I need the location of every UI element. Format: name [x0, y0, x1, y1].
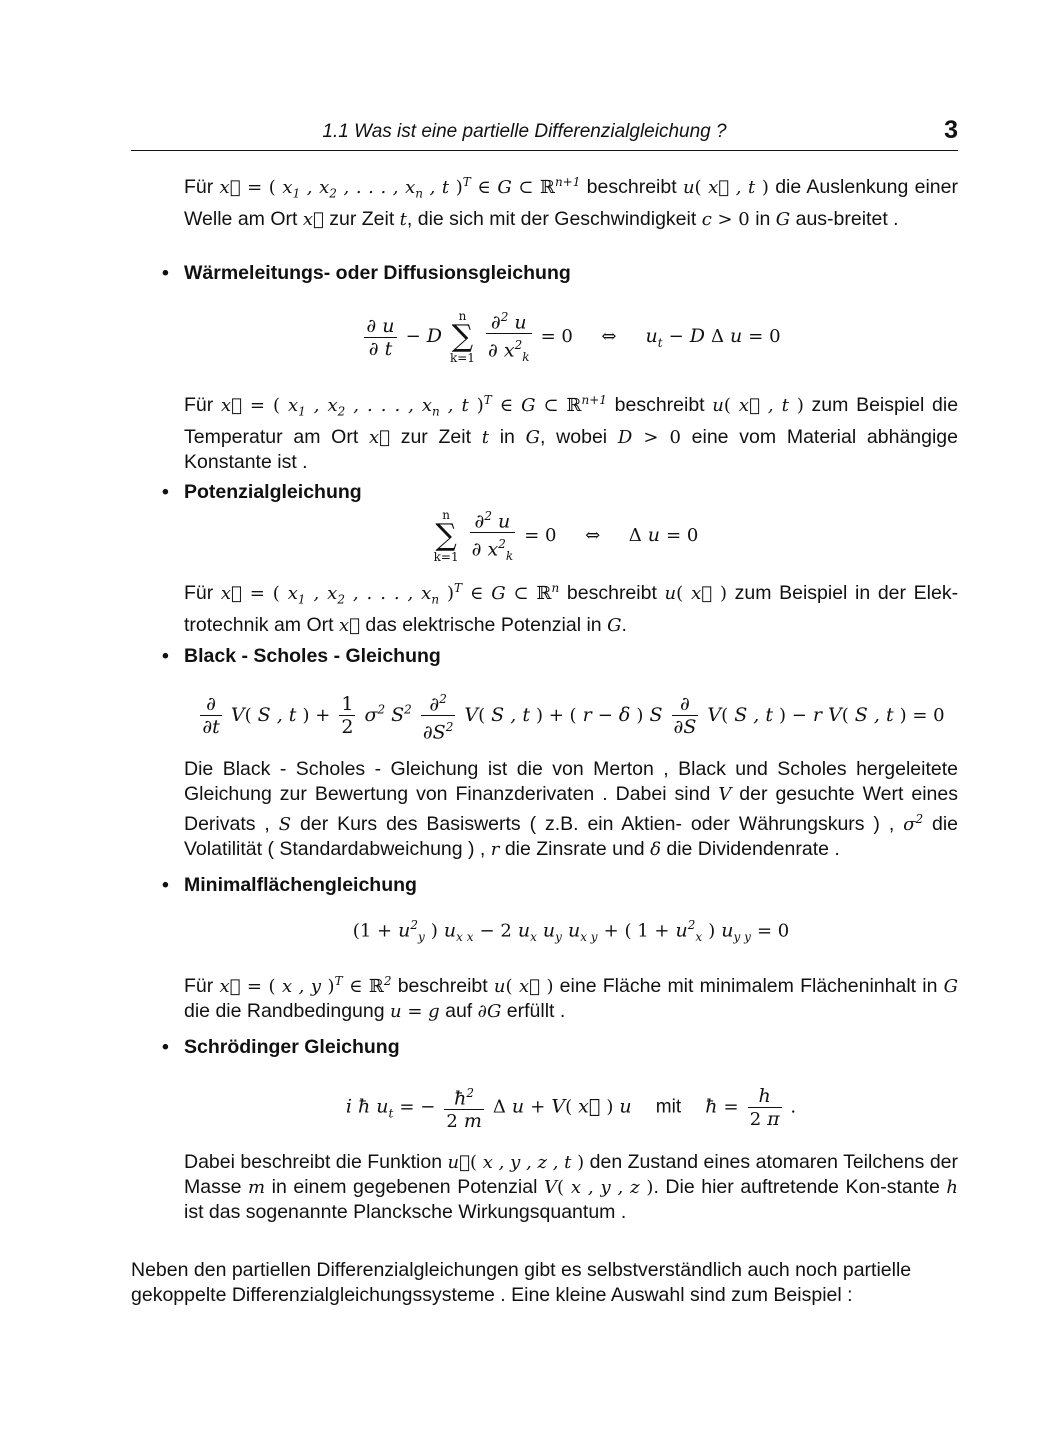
- minimal-surface-description: Für x⃗ = ( x , y )$^T$ ∈ ℝ$^2$ beschreibt u( x⃗ ) eine Fläche mit minimalem Flächeninhalt in G die die Randbedingung u = g auf ∂G erfüllt .: [184, 974, 959, 1022]
- bullet: •: [162, 645, 169, 667]
- bullet: •: [162, 1036, 169, 1058]
- page-number: 3: [944, 116, 958, 144]
- running-header: [131, 116, 958, 151]
- schroedinger-description: Dabei beschreibt die Funktion u⃗( x , y , z , t ) den Zustand eines atomaren Teilchens der Masse m in einem gegebenen Potenzial V( x , y , z ). Die hier auftretende Kon-stante h ist das sogenannte Plancksche Wirkungsquantum .: [184, 1151, 958, 1223]
- bullet: •: [162, 874, 169, 896]
- potential-equation: n ∑ k=1 $\frac{\partial^2 u}{\partial x^2_k}$ = 0 ⇔ Δ u = 0: [340, 505, 790, 567]
- closing-paragraph: Neben den partiellen Differenzialgleichungen gibt es selbstverständlich auch noch partielle gekoppelte Differenzialgleichungssysteme . Eine kleine Auswahl sind zum Beispiel :: [131, 1259, 912, 1306]
- black-scholes-heading: • Black - Scholes - Gleichung: [162, 645, 441, 667]
- schroedinger-heading: • Schrödinger Gleichung: [162, 1036, 400, 1058]
- schroedinger-equation: i ħ $u_t$ = − $\frac{ħ^2}{2 m}$ Δ u + V( x⃗ ) u mit ħ = $\frac{h}{2 \pi}$ .: [184, 1082, 958, 1133]
- wave-description: Für x⃗ = ( $x_1$ , $x_2$ , . . . , $x_n$ , t )$^T$ ∈ G ⊂ ℝ$^{n+1}$ beschreibt u( x⃗ , t ) die Auslenkung einer Welle am Ort x⃗ zur Zeit t, die sich mit der Geschwindigkeit c > 0 in G aus-breitet .: [184, 175, 958, 230]
- heat-equation: $\frac{\partial u}{\partial t}$ − D n ∑ k=1 $\frac{\partial^2 u}{\partial x^2_k}$ = 0 ⇔ $u_t - D$ Δ u = 0: [184, 306, 958, 368]
- section-title: 1.1 Was ist eine partielle Differenzialgleichung ?: [322, 121, 727, 142]
- minimal-surface-equation: ($1 + u^2_y$ ) $u_{x x} - 2$ $u_x$ $u_y$ $u_{x y}$ + ( $1 + u^2_x$ ) $u_{y y} = 0$: [352, 918, 790, 945]
- potential-description: Für x⃗ = ( $x_1$ , $x_2$ , . . . , $x_n$ )$^T$ ∈ G ⊂ ℝ$^n$ beschreibt u( x⃗ ) zum Beispiel in der Elek-trotechnik am Ort x⃗ das elektrische Potenzial in G.: [184, 581, 959, 636]
- black-scholes-equation: $\frac{\partial}{\partial t}$ V( S , t ) + $\frac{1}{2}$ $\sigma^2$ $S^2$ $\frac{\partial^2}{\partial S^2}$ V( S , t ) + ( r − δ ) S $\frac{\partial}{\partial S}$ V( S , t ) − r V( S , t ) = 0: [184, 688, 958, 744]
- black-scholes-description: Die Black - Scholes - Gleichung ist die von Merton , Black und Scholes hergeleitete Gleichung zur Bewertung von Finanzderivaten . Dabei sind V der gesuchte Wert eines Derivats , S der Kurs des Basiswerts ( z.B. ein Aktien- oder Währungskurs ) , $\sigma^2$ die Volatilität ( Standardabweichung ) , r die Zinsrate und δ die Dividendenrate .: [184, 758, 959, 860]
- potential-equation-heading: • Potenzialgleichung: [162, 481, 362, 503]
- bullet: •: [162, 481, 169, 503]
- heat-description: Für x⃗ = ( $x_1$ , $x_2$ , . . . , $x_n$ , t )$^T$ ∈ G ⊂ ℝ$^{n+1}$ beschreibt u( x⃗ , t ) zum Beispiel die Temperatur am Ort x⃗ zur Zeit t in G, wobei D > 0 eine vom Material abhängige Konstante ist .: [184, 393, 959, 473]
- bullet: •: [162, 262, 169, 284]
- minimal-surface-heading: • Minimalflächengleichung: [162, 874, 417, 896]
- heat-equation-heading: • Wärmeleitungs- oder Diffusionsgleichung: [162, 262, 571, 284]
